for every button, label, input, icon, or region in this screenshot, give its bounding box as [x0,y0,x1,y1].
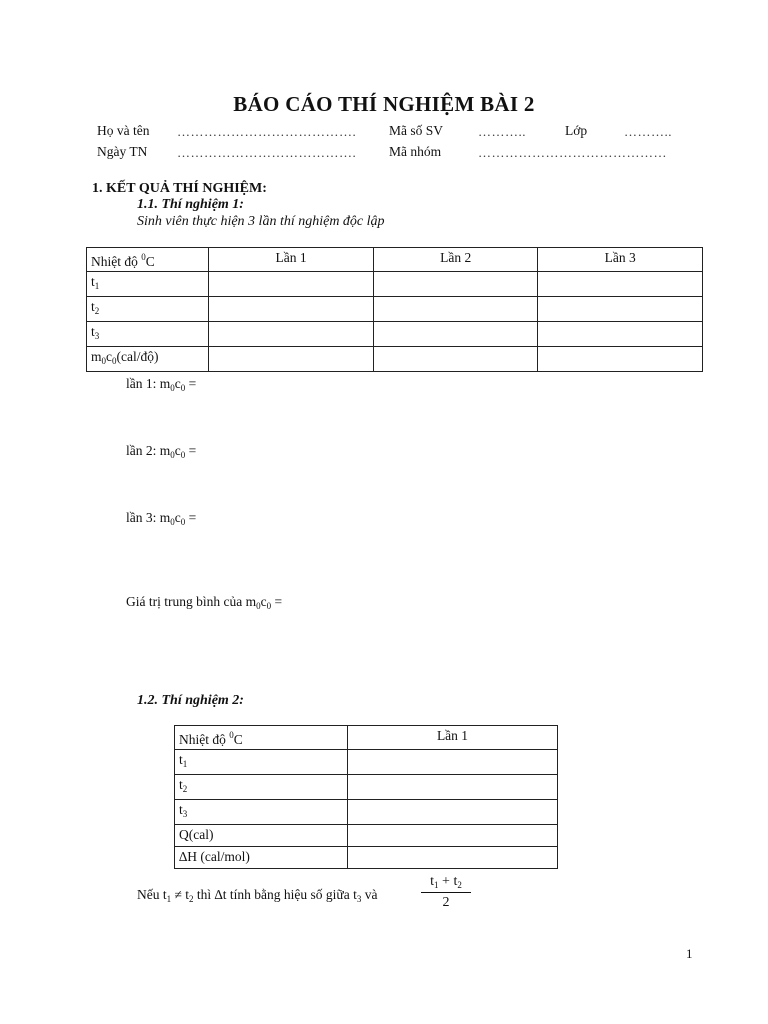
formula-text: Nếu t [137,887,167,902]
table-row [87,272,703,297]
table-cell[interactable] [209,272,374,297]
formula-text: thì ∆t tính bằng hiệu số giữa t [193,887,357,902]
fraction-numerator [421,874,471,893]
num-a-sub: 1 [434,880,439,890]
calc-sub: 0 [180,383,186,393]
subsection-heading-1: 1.1. Thí nghiệm 1: [137,197,244,212]
calc-prefix: lần 3: m [126,510,171,525]
row-label [175,800,348,825]
table-header-row [87,248,703,272]
row-label-base: t [179,777,183,792]
table-cell[interactable] [373,272,538,297]
calc-sub: 0 [180,450,186,460]
header-sup: 0 [141,252,146,262]
table-row [87,347,703,372]
row-label-base: m [91,349,102,364]
column-header-trial-2: Lần 2 [373,248,538,272]
table-cell[interactable] [538,322,703,347]
formula-text: ≠ t [171,887,190,902]
row-label-base: t [91,299,95,314]
column-header-trial-1: Lần 1 [348,726,558,750]
class-dots: ……….. [624,124,672,139]
formula-sub: 2 [189,894,194,904]
table-row [175,750,558,775]
class-label: Lớp [565,123,588,138]
calc-line-2 [126,443,196,460]
row-label-sub2: 0 [112,356,117,366]
table-cell[interactable] [373,347,538,372]
table-cell[interactable] [373,322,538,347]
table-cell[interactable] [373,297,538,322]
section-heading: 1. KẾT QUẢ THÍ NGHIỆM: [92,181,267,196]
calc-mid: c [174,510,181,525]
row-label-base: t [91,324,95,339]
experiment-note: Sinh viên thực hiện 3 lần thí nghiệm độc lập [137,214,385,229]
calc-sub: 0 [170,383,175,393]
row-label-sub: 3 [94,331,100,341]
row-label [87,272,209,297]
header-unit: C [145,254,155,269]
row-label [87,347,209,372]
row-label-base: t [91,274,95,289]
formula-line [137,887,377,904]
average-prefix: Giá trị trung bình của m [126,594,257,609]
column-header-trial-3: Lần 3 [538,248,703,272]
row-label-sub: 3 [182,809,188,819]
row-label-suffix: (cal/độ) [116,349,159,364]
student-id-dots: ……….. [478,124,526,139]
header-sup: 0 [229,730,234,740]
calc-line-1 [126,376,196,393]
formula-sub: 3 [356,894,362,904]
row-label-sub: 0 [101,356,107,366]
temperature-header [87,248,209,272]
table-header-row [175,726,558,750]
row-label-base: ∆H (cal/mol) [179,849,250,864]
row-label-sub: 1 [182,759,188,769]
calc-prefix: lần 2: m [126,443,171,458]
row-label-base: t [179,752,183,767]
calc-suffix: = [185,510,197,525]
table-cell[interactable] [538,347,703,372]
header-unit: C [233,732,243,747]
calc-sub: 0 [180,517,186,527]
average-mid: c [260,594,267,609]
average-suffix: = [271,594,283,609]
row-label-base: Q(cal) [179,827,214,842]
fraction-denominator: 2 [442,895,450,910]
name-dots: …………………………………. [177,124,357,139]
header-text: Nhiệt độ [91,254,142,269]
row-label [87,322,209,347]
average-line [126,594,282,611]
row-label-sub: 1 [94,281,100,291]
calc-mid: c [174,443,181,458]
calc-mid: c [174,376,181,391]
table-row [87,297,703,322]
row-label [175,825,348,847]
student-id-label: Mã số SV [389,123,444,138]
row-label [175,750,348,775]
name-label: Họ và tên [97,123,150,138]
column-header-trial-1: Lần 1 [209,248,374,272]
table-cell[interactable] [348,800,558,825]
temperature-header [175,726,348,750]
table-row [175,800,558,825]
table-row [175,825,558,847]
date-label: Ngày TN [97,144,148,159]
table-cell[interactable] [209,347,374,372]
table-cell[interactable] [348,825,558,847]
formula-sub: 1 [166,894,172,904]
average-sub: 0 [256,601,261,611]
page-number: 1 [686,946,693,961]
subsection-heading-2: 1.2. Thí nghiệm 2: [137,693,244,708]
table-cell[interactable] [348,847,558,869]
num-a: t [430,874,435,889]
formula-text: và [361,887,378,902]
calc-sub: 0 [170,517,175,527]
results-table-2 [174,725,558,869]
calc-line-3 [126,510,196,527]
row-label-sub: 2 [94,306,100,316]
table-cell[interactable] [538,272,703,297]
num-op: + t [438,874,458,889]
row-label [175,775,348,800]
row-label [87,297,209,322]
group-dots: …………………………………… [478,145,667,160]
calc-suffix: = [185,376,197,391]
average-sub: 0 [266,601,272,611]
row-label-base: t [179,802,183,817]
table-row [87,322,703,347]
table-cell[interactable] [209,297,374,322]
calc-prefix: lần 1: m [126,376,171,391]
table-cell[interactable] [209,322,374,347]
page-title: BÁO CÁO THÍ NGHIỆM BÀI 2 [233,92,535,116]
results-table-1 [86,247,703,372]
row-label-mid: c [106,349,113,364]
calc-suffix: = [185,443,197,458]
table-cell[interactable] [348,775,558,800]
date-dots: …………………………………. [177,145,357,160]
table-cell[interactable] [538,297,703,322]
table-row [175,775,558,800]
table-cell[interactable] [348,750,558,775]
group-label: Mã nhóm [389,144,442,159]
calc-sub: 0 [170,450,175,460]
header-text: Nhiệt độ [179,732,230,747]
row-label-sub: 2 [182,784,188,794]
fraction [421,874,471,911]
num-b-sub: 2 [457,880,462,890]
table-row [175,847,558,869]
row-label [175,847,348,869]
